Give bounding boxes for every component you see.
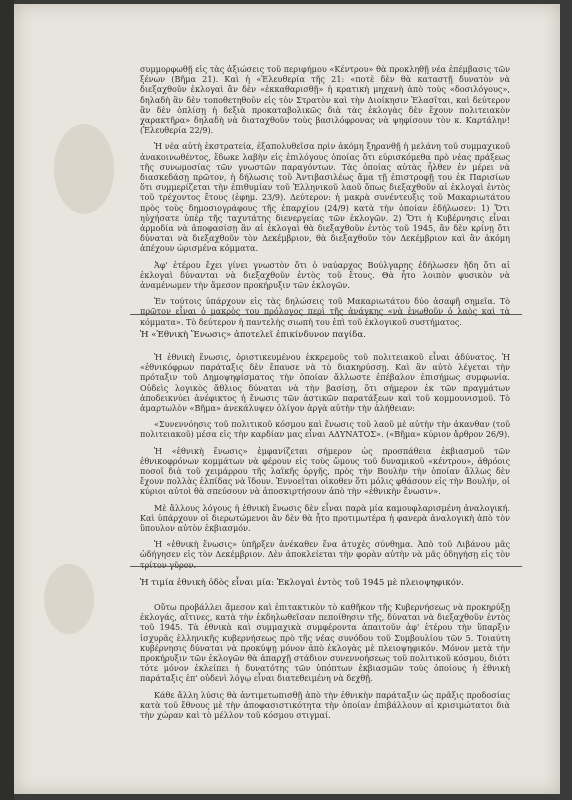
paragraph: Ἡ «ἐθνικὴ ἕνωσις» ὑπῆρξεν ἀνέκαθεν ἕνα ἀτυχὲς σύνθημα. Ἀπὸ τοῦ Λιβάνου μᾶς ὡδήγησεν εἰς τὸν Δεκέμβριον. Δὲν ἀποκλείεται τὴν φορὰν αὐτὴν νὰ μᾶς ὁδηγήσῃ εἰς τὸν τρίτον γῦρον. [140, 539, 510, 570]
section-divider [130, 314, 522, 315]
paragraph: Ἡ ἐθνικὴ ἕνωσις, ὁριστικευμένου ἐκκρεμοῦς τοῦ πολιτειακοῦ εἶναι ἀδύνατος. Ἡ «ἐθνικόφρων παράταξις δὲν ἔπαυσε νὰ τὸ διακηρύσσῃ. Καὶ ἂν αὐτὸ λέγεται τὴν πρόταξιν τοῦ Δημοψηφίσματος τὴν ὁποίαν ἄλλωστε ἐπέβαλον ἐπισήμως συμφωνία. Οὐδεὶς λογικὸς ἄθλιος δύναται νὰ τὴν βασίσῃ, ὅτι σήμερον ἐκ τῶν πραγμάτων ἀποδεικνύει ἀνέφικτος ἡ ἕνωσις τῶν ἀστικῶν παρατάξεων καὶ τοῦ κομμουνισμοῦ. Τὸ ἀμαρτωλὸν «Βῆμα» ἀνεκάλυψεν ὀλίγον ἀργὰ αὐτὴν τὴν ἀλήθειαν: [140, 352, 510, 414]
paragraph: Ἀφ' ἑτέρου ἔχει γίνει γνωστὸν ὅτι ὁ ναύαρχος Βούλγαρης ἐδήλωσεν ἤδη ὅτι αἱ ἐκλογαὶ δύνανται νὰ διεξαχθοῦν ἐντὸς τοῦ ἔτους. Θὰ ἦτο λοιπὸν φυσικὸν νὰ ἀναμένωμεν τὴν ἄμεσον προκήρυξιν τῶν ἐκλογῶν. [140, 259, 510, 291]
paper-stain [44, 564, 94, 634]
paragraph: συμμορφωθῇ εἰς τὰς ἀξιώσεις τοῦ περιφήμου «Κέντρου» θὰ προκληθῇ νέα ἐπέμβασις τῶν ξένων (Βῆμα 21). Καὶ ἡ «Ἐλευθερία τῆς 21: «ποτὲ δὲν θὰ καταστῇ δυνατὸν νὰ διεξαχθοῦν ἐκλογαὶ ἂν δὲν «ἐκκαθαρισθῇ» ἡ κρατικὴ μηχανὴ ἀπὸ τοὺς «δοσιλόγους», δηλαδὴ ἂν δὲν τοποθετηθοῦν εἰς τὸν Στρατὸν καὶ τὴν Διοίκησιν Ἐλασῖται, καὶ δεύτερον ἂν δὲν ὁπλίσῃ ἡ δεξιὰ προκαταβολικῶς διὰ τὰς ἐκλογὰς δὲν ἔχουν πολιτειακὸν χαρακτῆρα» δηλαδὴ νὰ διαταχθοῦν τοὺς βασιλόφρονας νὰ ψηφίσουν τὸν κ. Καρτάλην! (Ἐλευθερία 22/9). [140, 64, 510, 136]
section-2-heading: Ἡ «Ἐθνικὴ Ἕνωσις» ἀποτελεῖ ἐπικίνδυνον παγίδα. [140, 330, 366, 340]
paragraph: Οὕτω προβάλλει ἄμεσον καὶ ἐπιτακτικὸν τὸ καθῆκον τῆς Κυβερνήσεως νὰ προκηρύξῃ ἐκλογάς, αἵτινες, κατὰ τὴν ἐκδηλωθεῖσαν πεποίθησιν τῆς, δύναται νὰ διεξαχθοῦν ἐντὸς τοῦ 1945. Τὰ ἐθνικὰ καὶ συμμαχικὰ συμφέροντα ἀπαιτοῦν ἀφ' ἑτέρου τὴν ὕπαρξιν ἰσχυρᾶς ἑλληνικῆς κυβερνήσεως πρὸ τῆς νέας συνόδου τοῦ Συμβουλίου τῶν 5. Τοιαύτη κυβέρνησις δύναται νὰ προκύψῃ μόνον ἀπὸ ἐκλογὰς μὲ πλειοψηφικόν. Μόνον μετὰ τὴν προκήρυξιν τῶν ἐκλογῶν θὰ ἀπαρχῇ στάδιον συνεννοήσεως τοῦ πολιτικοῦ κόσμου, διότι τότε μόνον ἐκλείπει ἡ δυνατότης τῶν ὑπόπτων ἐκβιασμῶν τοὺς ὁποίους ἡ ἐθνικὴ παράταξις ἐπ' οὐδενὶ λόγῳ εἶναι διατεθειμένη νὰ δεχθῇ. [140, 602, 510, 684]
paragraph: Ἡ νέα αὐτὴ ἐκστρατεία, ἐξαπολυθεῖσα πρὶν ἀκόμη ξηρανθῇ ἡ μελάνη τοῦ συμμαχικοῦ ἀνακοινωθέντος, ἔδωκε λαβὴν εἰς ἐπιλόγους ὁποίας ὅτι εὑρισκόμεθα πρὸ νέας πράξεως τῆς συνωμοσίας τῶν γνωστῶν παραγόντων. Τὰς ὁποίας αὐτὰς ἦλθεν ἐν μέρει νὰ διασκεδάσῃ πρῶτον, ἡ δήλωσις τοῦ Ἀντιβασιλέως ἅμα τῇ ἐπιστροφῇ του ἐκ Παρισίων ὅτι συμμερίζεται τὴν ἐπιθυμίαν τοῦ Ἑλληνικοῦ λαοῦ ὅπως διεξαχθοῦν αἱ ἐκλογαὶ ἐντὸς τοῦ τρέχοντος ἔτους (ἐφημ. 23/9). Δεύτερον: ἡ μακρὰ συνέντευξις τοῦ Μακαριωτάτου πρὸς τοὺς δημοσιογράφους τῆς ἐπαρχίου (24/9) κατὰ τὴν ὁποίαν ἐδήλωσεν: 1) Ὅτι ηὐχήσατε ὑπὲρ τῆς ταχυτάτης διενεργείας τῶν ἐκλογῶν. 2) Ὅτι ἡ Κυβέρνησις εἶναι ἁρμοδία νὰ ἀποφασίσῃ ἂν αἱ ἐκλογαὶ θὰ διεξαχθοῦν ἐντὸς τοῦ 1945, ἂν δὲν κρίνῃ ὅτι δύναται νὰ διεξαχθοῦν τὸν Δεκέμβριον, θὰ διεξαχθοῦν τὸν Δεκέμβριον καὶ ἂν ἀκόμη ἀπέχουν ὡρισμένα κόμματα. [140, 141, 510, 254]
paper-stain [54, 124, 114, 214]
section-3 [140, 602, 510, 752]
section-3-heading: Ἡ τιμία ἐθνικὴ ὁδὸς εἶναι μία: Ἐκλογαὶ ἐντὸς τοῦ 1945 μὲ πλειοψηφικόν. [140, 578, 464, 588]
book-binding-edge [0, 0, 14, 800]
paragraph: Μὲ ἄλλους λόγους ἡ ἐθνικὴ ἕνωσις δὲν εἶναι παρὰ μία καμουφλαρισμένη ἀναλογική. Καὶ ὑπάρχουν οἱ διερωτώμενοι ἂν δὲν θὰ ἦτο προτιμωτέρα ἡ φανερὰ ἀναλογικὴ ἀπὸ τὸν ὕπουλον αὐτὸν ἐκβιασμόν. [140, 502, 510, 534]
paragraph: Ἡ «ἐθνικὴ ἕνωσις» ἐμφανίζεται σήμερον ὡς προσπάθεια ἐκβιασμοῦ τῶν ἐθνικοφρόνων κομμάτων νὰ φέρουν εἰς τοὺς ὤμους τοῦ δυναμικοῦ «κέντρου», ἀθρόοις ποσοῖ διὰ τοῦ χειμάρρου τῆς λαϊκῆς ὀργῆς, πρὸς τὴν Βουλὴν τὴν ὁποίαν ἄλλως δὲν ἔχουν πολλὰς ἐλπίδας νὰ ἴδουν. Ἐννοεῖται οἰκοθεν ὅτι μόλις φθάσουν εἰς τὴν Βουλήν, οἱ κύριοι αὐτοὶ θὰ σπεύσουν νὰ ἀποσκιρτήσουν ἀπὸ τὴν «ἐθνικὴν ἕνωσιν». [140, 445, 510, 497]
section-2 [140, 352, 510, 570]
section-1 [140, 64, 510, 327]
section-divider [130, 566, 522, 567]
paragraph: Ἐν τούτοις ὑπάρχουν εἰς τὰς δηλώσεις τοῦ Μακαριωτάτου δύο ἀσαφῆ σημεῖα. Τὸ πρῶτον εἶναι ὁ μακρὸς του πρόλογος περὶ τῆς ἀνάγκης «νὰ ἑνωθοῦν ὁ λαὸς καὶ τὰ κόμματα». Τὸ δεύτερον ἡ παντελὴς σιωπὴ του ἐπὶ τοῦ ἐκλογικοῦ συστήματος. [140, 296, 510, 327]
quote-paragraph: «Συνεννόησις τοῦ πολιτικοῦ κόσμου καὶ ἕνωσις τοῦ λαοῦ μὲ αὐτὴν τὴν ἀκανθαν (τοῦ πολιτειακοῦ) μέσα εἰς τὴν καρδίαν μας εἶναι ΑΔΥΝΑΤΟΣ». («Βῆμα» κύριον ἄρθρον 26/9). [140, 419, 510, 440]
paragraph: Κάθε ἄλλη λύσις θὰ ἀντιμετωπισθῇ ἀπὸ τὴν ἐθνικὴν παράταξιν ὡς πρᾶξις προδοσίας κατὰ τοῦ ἔθνους μὲ τὴν ἀποφασιστικότητα τὴν ὁποίαν ἐπιβάλλουν αἱ κρισιμώτατοι διὰ τὴν χώραν καὶ τὸ μέλλον τοῦ κόσμου στιγμαί. [140, 689, 510, 721]
